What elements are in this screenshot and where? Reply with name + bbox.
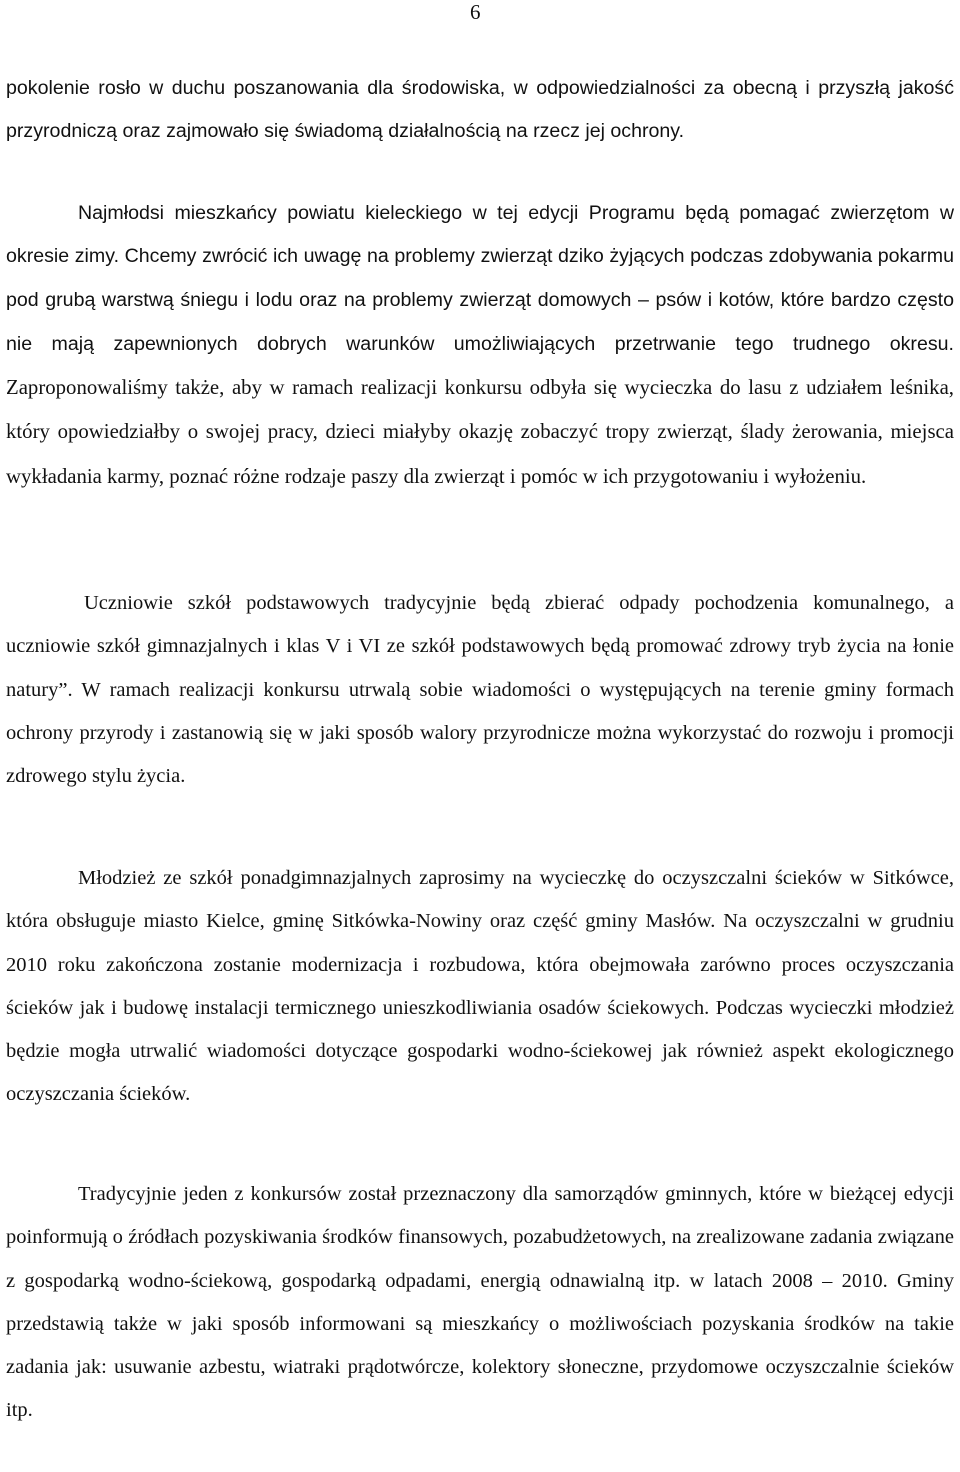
paragraph-2-sans-text: Najmłodsi mieszkańcy powiatu kieleckiego w tej edycji Programu będą pomagać zwierzętom w okresie zimy. Chcemy zwrócić ich uwagę na problemy zwierząt dziko żyjących podczas zdobywania pokarmu pod grubą warstwą śniegu i lodu oraz na problemy zwierząt domowych – psów i kotów, które bardzo często nie mają zapewnionych dobrych warunków umożliwiających przetrwanie tego trudnego okresu. bbox=[6, 202, 954, 355]
paragraph-2 bbox=[6, 192, 954, 499]
paragraph-2-serif-text: Zaproponowaliśmy także, aby w ramach realizacji konkursu odbyła się wycieczka do lasu z udziałem leśnika, który opowiedziałby o swojej pracy, dzieci miałyby okazję zobaczyć tropy zwierząt, ślady żerowania, miejsca wykładania karmy, poznać różne rodzaje paszy dla zwierząt i pomóc w ich przygotowaniu i wyłożeniu. bbox=[6, 376, 954, 488]
paragraph-1: pokolenie rosło w duchu poszanowania dla środowiska, w odpowiedzialności za obecną i przyszłą jakość przyrodniczą oraz zajmowało się świadomą działalnością na rzecz jej ochrony. bbox=[6, 77, 954, 143]
paragraph-5: Tradycyjnie jeden z konkursów został przeznaczony dla samorządów gminnych, które w bieżącej edycji poinformują o źródłach pozyskiwania środków finansowych, pozabudżetowych, na zrealizowane zadania związane z gospodarką wodno-ściekową, gospodarką odpadami, energią odnawialną itp. w latach 2008 – 2010. Gminy przedstawią także w jaki sposób informowani są mieszkańcy o możliwościach pozyskania środków na takie zadania jak: usuwanie azbestu, wiatraki prądotwórcze, kolektory słoneczne, przydomowe oczyszczalnie ścieków itp. bbox=[6, 1183, 954, 1422]
paragraph-3: Uczniowie szkół podstawowych tradycyjnie będą zbierać odpady pochodzenia komunalnego, a uczniowie szkół gimnazjalnych i klas V i VI ze szkół podstawowych będą promować zdrowy tryb życia na łonie natury”. W ramach realizacji konkursu utrwalą sobie wiadomości o występujących na terenie gminy formach ochrony przyrody i zastanowią się w jaki sposób walory przyrodnicze można wykorzystać do rozwoju i promocji zdrowego stylu życia. bbox=[6, 592, 954, 788]
page-number: 6 bbox=[470, 0, 481, 24]
paragraph-4: Młodzież ze szkół ponadgimnazjalnych zaprosimy na wycieczkę do oczyszczalni ścieków w Sitkówce, która obsługuje miasto Kielce, gminę Sitkówka-Nowiny oraz część gminy Masłów. Na oczyszczalni w grudniu 2010 roku zakończona zostanie modernizacja i rozbudowa, która obejmowała zarówno proces oczyszczania ścieków jak i budowę instalacji termicznego unieszkodliwiania osadów ściekowych. Podczas wycieczki młodzież będzie mogła utrwalić wiadomości dotyczące gospodarki wodno-ściekowej jak również aspekt ekologicznego oczyszczania ścieków. bbox=[6, 867, 954, 1106]
